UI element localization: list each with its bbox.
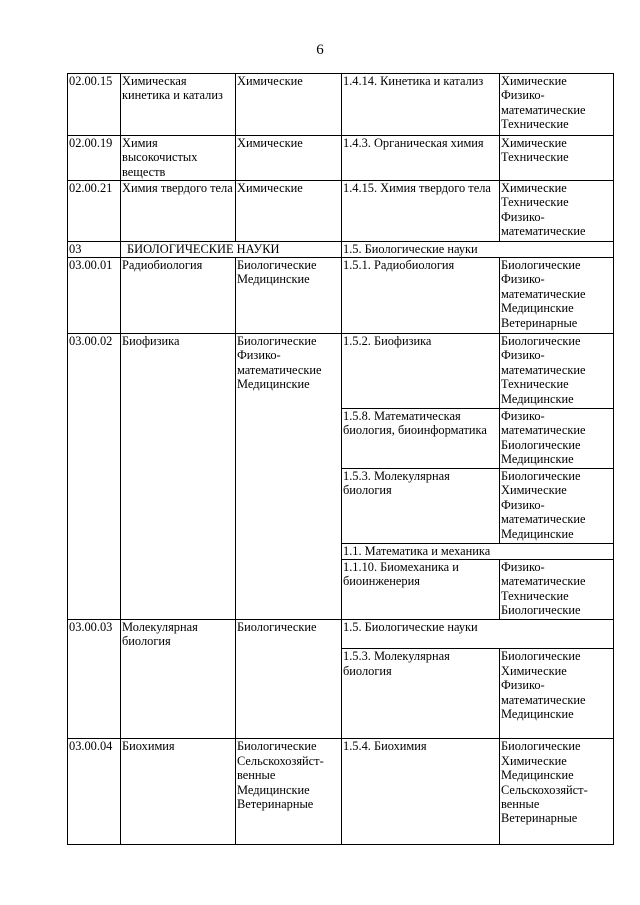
field-line: Технические bbox=[501, 377, 569, 392]
field-line: математические bbox=[501, 512, 586, 527]
new-fields-cell bbox=[500, 136, 614, 181]
field-line: математические bbox=[501, 692, 586, 707]
new-spec-cell: 1.5.2. Биофизика bbox=[342, 334, 500, 409]
field-line: Технические bbox=[501, 150, 569, 165]
field-line: математические bbox=[501, 423, 586, 438]
table-row-sub bbox=[68, 560, 614, 620]
field-line: Медицинские bbox=[501, 452, 574, 467]
table-row bbox=[68, 74, 614, 136]
new-spec-cell: 1.5.3. Молекулярная биология bbox=[342, 649, 500, 739]
table-row-sub bbox=[68, 469, 614, 544]
field-line: Физико- bbox=[501, 678, 545, 693]
field-line: Технические bbox=[501, 588, 569, 603]
new-fields-cell bbox=[500, 409, 614, 469]
old-field-cell bbox=[236, 739, 342, 845]
section-group-cell: 1.5. Биологические науки bbox=[342, 242, 614, 258]
field-line: Медицинские bbox=[501, 706, 574, 721]
field-line: Медицинские bbox=[501, 768, 574, 783]
page-number: 6 bbox=[316, 42, 324, 58]
field-line: Биологические bbox=[501, 603, 581, 618]
field-line: Химические bbox=[501, 181, 567, 195]
old-name-cell: Биофизика bbox=[121, 334, 236, 409]
field-line: Биологические bbox=[237, 258, 317, 272]
group-header-cell: 1.1. Математика и механика bbox=[342, 544, 614, 560]
field-line: математические bbox=[237, 362, 322, 377]
field-line: Медицинские bbox=[237, 782, 310, 797]
old-name-cell: Химия твердого тела bbox=[121, 181, 236, 242]
old-code-cell: 02.00.19 bbox=[68, 136, 121, 181]
old-name-cell: Молекулярная биология bbox=[121, 620, 236, 649]
new-fields-cell bbox=[500, 560, 614, 620]
field-line: Физико- bbox=[237, 348, 281, 363]
field-line: Медицинские bbox=[501, 301, 574, 316]
table-row bbox=[68, 334, 614, 409]
old-field-cell bbox=[236, 334, 342, 409]
field-line: Биологические bbox=[501, 739, 581, 754]
table-row-sub bbox=[68, 649, 614, 739]
old-code-cell: 03.00.03 bbox=[68, 620, 121, 649]
field-line: Ветеринарные bbox=[501, 315, 578, 330]
specialties-table bbox=[67, 73, 614, 845]
field-line: Биологические bbox=[237, 739, 317, 754]
field-line: Физико- bbox=[501, 348, 545, 363]
field-line: Технические bbox=[501, 195, 569, 210]
new-spec-cell: 1.1.10. Биомеханика и биоинженерия bbox=[342, 560, 500, 620]
old-field-cell bbox=[236, 258, 342, 334]
field-line: математические bbox=[501, 362, 586, 377]
table-row bbox=[68, 181, 614, 242]
field-line: Биологические bbox=[501, 258, 581, 272]
section-code-cell: 03 bbox=[68, 242, 121, 258]
new-fields-cell bbox=[500, 74, 614, 136]
field-line: математические bbox=[501, 224, 586, 239]
field-line: венные bbox=[237, 768, 276, 783]
field-line: Медицинские bbox=[501, 526, 574, 541]
new-spec-cell: 1.5.4. Биохимия bbox=[342, 739, 500, 845]
old-code-cell: 03.00.02 bbox=[68, 334, 121, 409]
field-line: Медицинские bbox=[237, 272, 310, 287]
old-field-cell: Биологические bbox=[236, 620, 342, 649]
new-spec-cell: 1.5.8. Математическая биология, биоинформатика bbox=[342, 409, 500, 469]
field-line: Биологические bbox=[501, 649, 581, 664]
group-header-cell: 1.5. Биологические науки bbox=[342, 620, 614, 649]
field-line: математические bbox=[501, 102, 586, 117]
field-line: Физико- bbox=[501, 272, 545, 287]
new-spec-cell: 1.5.3. Молекулярная биология bbox=[342, 469, 500, 544]
new-spec-cell: 1.4.3. Органическая химия bbox=[342, 136, 500, 181]
table-row-sub bbox=[68, 544, 614, 560]
field-line: Химические bbox=[501, 663, 567, 678]
field-line: Физико- bbox=[501, 88, 545, 103]
field-line: Технические bbox=[501, 117, 569, 132]
old-code-cell: 03.00.04 bbox=[68, 739, 121, 845]
new-fields-cell bbox=[500, 181, 614, 242]
old-field-cell: Химические bbox=[236, 136, 342, 181]
table-row bbox=[68, 258, 614, 334]
section-title-cell: БИОЛОГИЧЕСКИЕ НАУКИ bbox=[121, 242, 342, 258]
new-spec-cell: 1.4.14. Кинетика и катализ bbox=[342, 74, 500, 136]
old-code-cell: 02.00.21 bbox=[68, 181, 121, 242]
old-name-cell: Радиобиология bbox=[121, 258, 236, 334]
field-line: Ветеринарные bbox=[501, 811, 578, 826]
old-field-cell: Химические bbox=[236, 181, 342, 242]
field-line: Сельскохозяйст- bbox=[501, 782, 588, 797]
old-name-cell: Биохимия bbox=[121, 739, 236, 845]
new-fields-cell bbox=[500, 739, 614, 845]
field-line: Биологические bbox=[501, 437, 581, 452]
new-spec-cell: 1.5.1. Радиобиология bbox=[342, 258, 500, 334]
field-line: Физико- bbox=[501, 497, 545, 512]
field-line: Биологические bbox=[501, 469, 581, 483]
field-line: Физико- bbox=[501, 409, 545, 423]
new-fields-cell bbox=[500, 649, 614, 739]
field-line: Биологические bbox=[237, 334, 317, 348]
new-fields-cell bbox=[500, 258, 614, 334]
field-line: Химические bbox=[501, 74, 567, 88]
field-line: Медицинские bbox=[237, 377, 310, 392]
field-line: математические bbox=[501, 286, 586, 301]
old-name-cell: Химическая кинетика и катализ bbox=[121, 74, 236, 136]
old-code-cell: 02.00.15 bbox=[68, 74, 121, 136]
field-line: Химические bbox=[501, 753, 567, 768]
table-row-sub bbox=[68, 409, 614, 469]
field-line: Медицинские bbox=[501, 391, 574, 406]
new-spec-cell: 1.4.15. Химия твердого тела bbox=[342, 181, 500, 242]
table-row bbox=[68, 620, 614, 649]
field-line: венные bbox=[501, 796, 540, 811]
field-line: Физико- bbox=[501, 209, 545, 224]
field-line: Сельскохозяйст- bbox=[237, 753, 324, 768]
field-line: Химические bbox=[501, 136, 567, 150]
field-line: Физико- bbox=[501, 560, 545, 574]
old-name-cell: Химия высокочистых веществ bbox=[121, 136, 236, 181]
table-row-section bbox=[68, 242, 614, 258]
field-line: Ветеринарные bbox=[237, 796, 314, 811]
new-fields-cell bbox=[500, 469, 614, 544]
old-field-cell: Химические bbox=[236, 74, 342, 136]
table-row bbox=[68, 739, 614, 845]
field-line: математические bbox=[501, 574, 586, 589]
field-line: Химические bbox=[501, 483, 567, 498]
field-line: Биологические bbox=[501, 334, 581, 348]
table-row bbox=[68, 136, 614, 181]
old-code-cell: 03.00.01 bbox=[68, 258, 121, 334]
new-fields-cell bbox=[500, 334, 614, 409]
